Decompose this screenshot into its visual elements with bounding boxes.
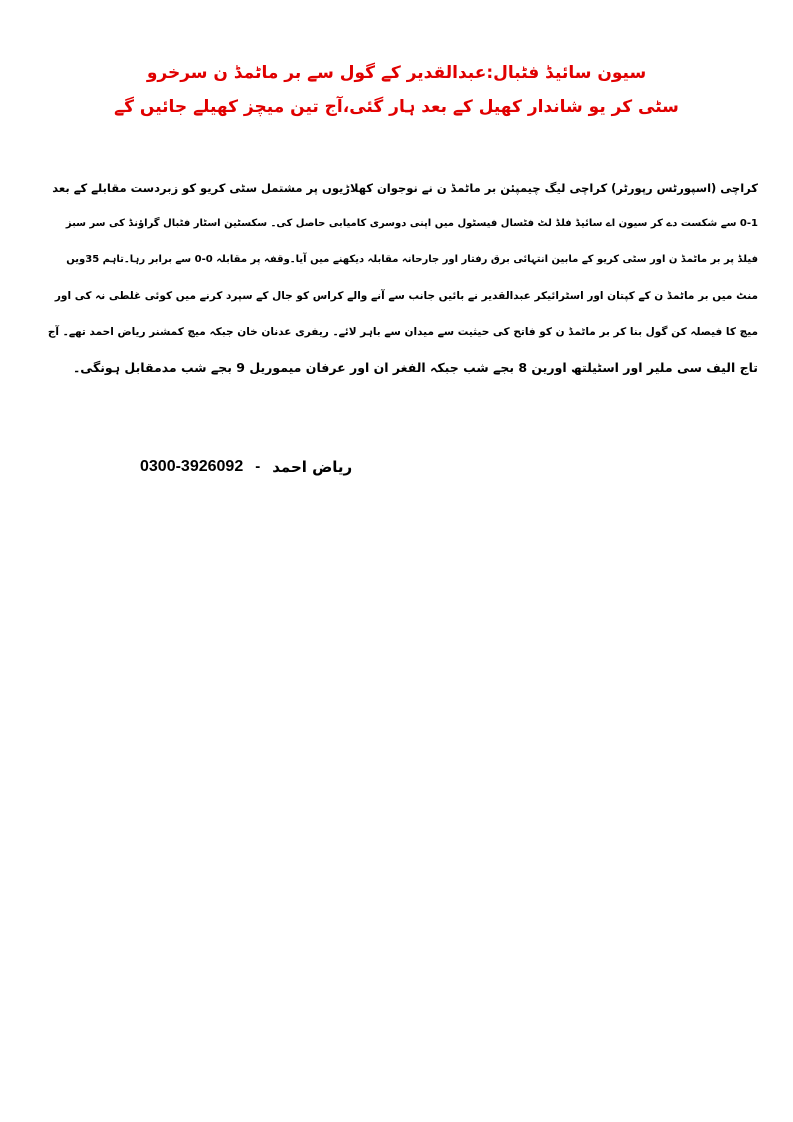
article-body xyxy=(48,170,758,430)
body-line-2: 0-1 سے شکست دے کر سیون اے سائیڈ فلڈ لٹ فٹسال فیسٹول میں اپنی دوسری کامیابی حاصل کی۔ سکسٹین اسٹار فٹبال گراؤنڈ کی سر سبز xyxy=(65,218,758,229)
headline-line-1: سیون سائیڈ فٹبال:عبدالقدیر کے گول سے بر ماٹمڈ ن سرخرو xyxy=(146,63,647,83)
byline xyxy=(140,452,380,482)
headline-line-2: سٹی کر یو شاندار کھیل کے بعد ہار گئی،آج تین میچز کھیلے جائیں گے xyxy=(114,97,679,117)
byline-separator: - xyxy=(255,458,261,475)
body-line-1: کراچی (اسپورٹس رپورٹر) کراچی لیگ چیمپئن بر ماٹمڈ ن نے نوجوان کھلاڑیوں پر مشتمل سٹی کریو کو زبردست مقابلے کے بعد xyxy=(52,181,758,195)
body-line-6: تاج الیف سی ملیر اور اسٹیلتھ اورین 8 بجے شب جبکہ الفغر ان اور عرفان میموریل 9 بجے شب مدمقابل ہونگی۔ xyxy=(72,360,758,375)
body-line-4: منٹ میں بر ماٹمڈ ن کے کپتان اور اسٹرائیکر عبدالقدیر نے بائیں جانب سے آنے والے کراس کو جال کے سپرد کرنے میں کوئی غلطی نہ کی اور xyxy=(54,290,758,302)
body-line-3: فیلڈ پر بر ماٹمڈ ن اور سٹی کریو کے مابین انتہائی برق رفتار اور جارحانہ مقابلہ دیکھنے میں آیا۔وقفہ پر مقابلہ 0-0 سے برابر رہا۔تاہم 35ویں xyxy=(66,254,758,265)
reporter-name: ریاض احمد xyxy=(272,458,353,476)
body-line-5: میچ کا فیصلہ کن گول بنا کر بر ماٹمڈ ن کو فاتح کی حیثیت سے میدان سے باہر لائے۔ ریفری عدنان خان جبکہ میچ کمشنر ریاض احمد تھے۔ آج xyxy=(47,326,758,338)
reporter-phone: 0300-3926092 xyxy=(140,458,244,475)
